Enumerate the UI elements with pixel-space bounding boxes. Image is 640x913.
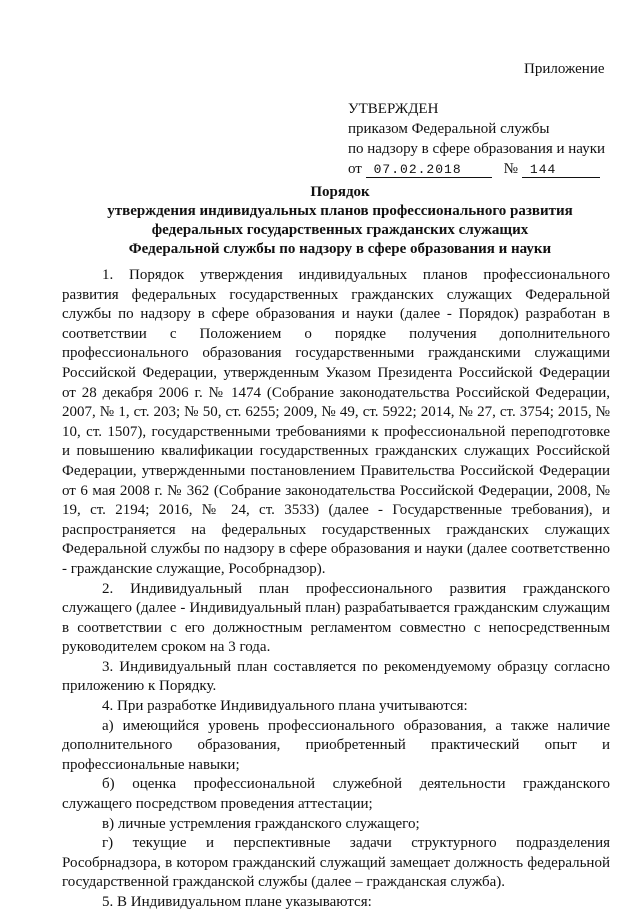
title-line-3: федеральных государственных гражданских служащих: [151, 222, 529, 238]
paragraph-2: 2. Индивидуальный план профессионального развития гражданского служащего (далее - Индивидуальный план) разрабатывается гражданским служащим в соответствии с его должностным регламентом совместно с непосредственным руководителем сроком на 3 года.: [62, 580, 610, 656]
title-line-4: Федеральной службы по надзору в сфере образования и науки: [128, 241, 552, 257]
order-line-2: по надзору в сфере образования и науки: [348, 141, 606, 157]
paragraph-4c: в) личные устремления гражданского служащего;: [102, 815, 420, 832]
paragraph-1: 1. Порядок утверждения индивидуальных планов профессионального развития федеральных государственных гражданских служащих Федеральной службы по надзору в сфере образования и науки (далее - Порядок) разработан в соответствии с Положением о порядке получения дополнительного профессионального образования государственными гражданскими служащими Российской Федерации, утвержденным Указом Президента Российской Федерации от 28 декабря 2006 г. № 1474 (Собрание законодательства Российской Федерации, 2007, № 1, ст. 203; № 50, ст. 6255; 2009, № 49, ст. 5922; 2014, № 27, ст. 3754; 2015, № 10, ст. 1507), государственными требованиями к профессиональной переподготовке и повышению квалификации государственных гражданских служащих Российской Федерации, утвержденными постановлением Правительства Российской Федерации от 6 мая 2008 г. № 362 (Собрание законодательства Российской Федерации, 2008, № 19, ст. 2194; 2016, № 24, ст. 3533) (далее - Государственные требования), и распространяется на федеральных государственных гражданских служащих Федеральной службы по надзору в сфере образования и науки (далее соответственно - гражданские служащие, Рособрнадзор).: [62, 267, 610, 577]
date-number-line: [348, 159, 605, 179]
document-title: [60, 183, 620, 259]
number-prefix: №: [503, 161, 518, 177]
approved-heading: УТВЕРЖДЕН: [348, 101, 439, 117]
title-line-2: утверждения индивидуальных планов профессионального развития: [107, 203, 573, 219]
order-number: 144: [522, 162, 600, 178]
approval-block: [348, 99, 605, 179]
date-prefix: от: [348, 161, 362, 177]
order-date: 07.02.2018: [366, 162, 492, 178]
paragraph-5: 5. В Индивидуальном плане указываются:: [102, 894, 372, 910]
document-body: [62, 266, 610, 913]
paragraph-4d: г) текущие и перспективные задачи структурного подразделения Рособрнадзора, в котором гражданский служащий замещает должность федеральной государственной гражданской службы (далее – гражданская служба).: [62, 835, 610, 891]
appendix-label: Приложение: [524, 61, 605, 77]
paragraph-4b: б) оценка профессиональной служебной деятельности гражданского служащего посредством проведения аттестации;: [62, 776, 610, 813]
title-line-1: Порядок: [310, 184, 370, 200]
paragraph-4: 4. При разработке Индивидуального плана учитываются:: [102, 698, 468, 715]
order-line-1: приказом Федеральной службы: [348, 121, 550, 137]
paragraph-4a: а) имеющийся уровень профессионального образования, а также наличие дополнительного образования, приобретенный практический опыт и профессиональные навыки;: [62, 717, 610, 773]
paragraph-3: 3. Индивидуальный план составляется по рекомендуемому образцу согласно приложению к Порядку.: [62, 658, 610, 695]
